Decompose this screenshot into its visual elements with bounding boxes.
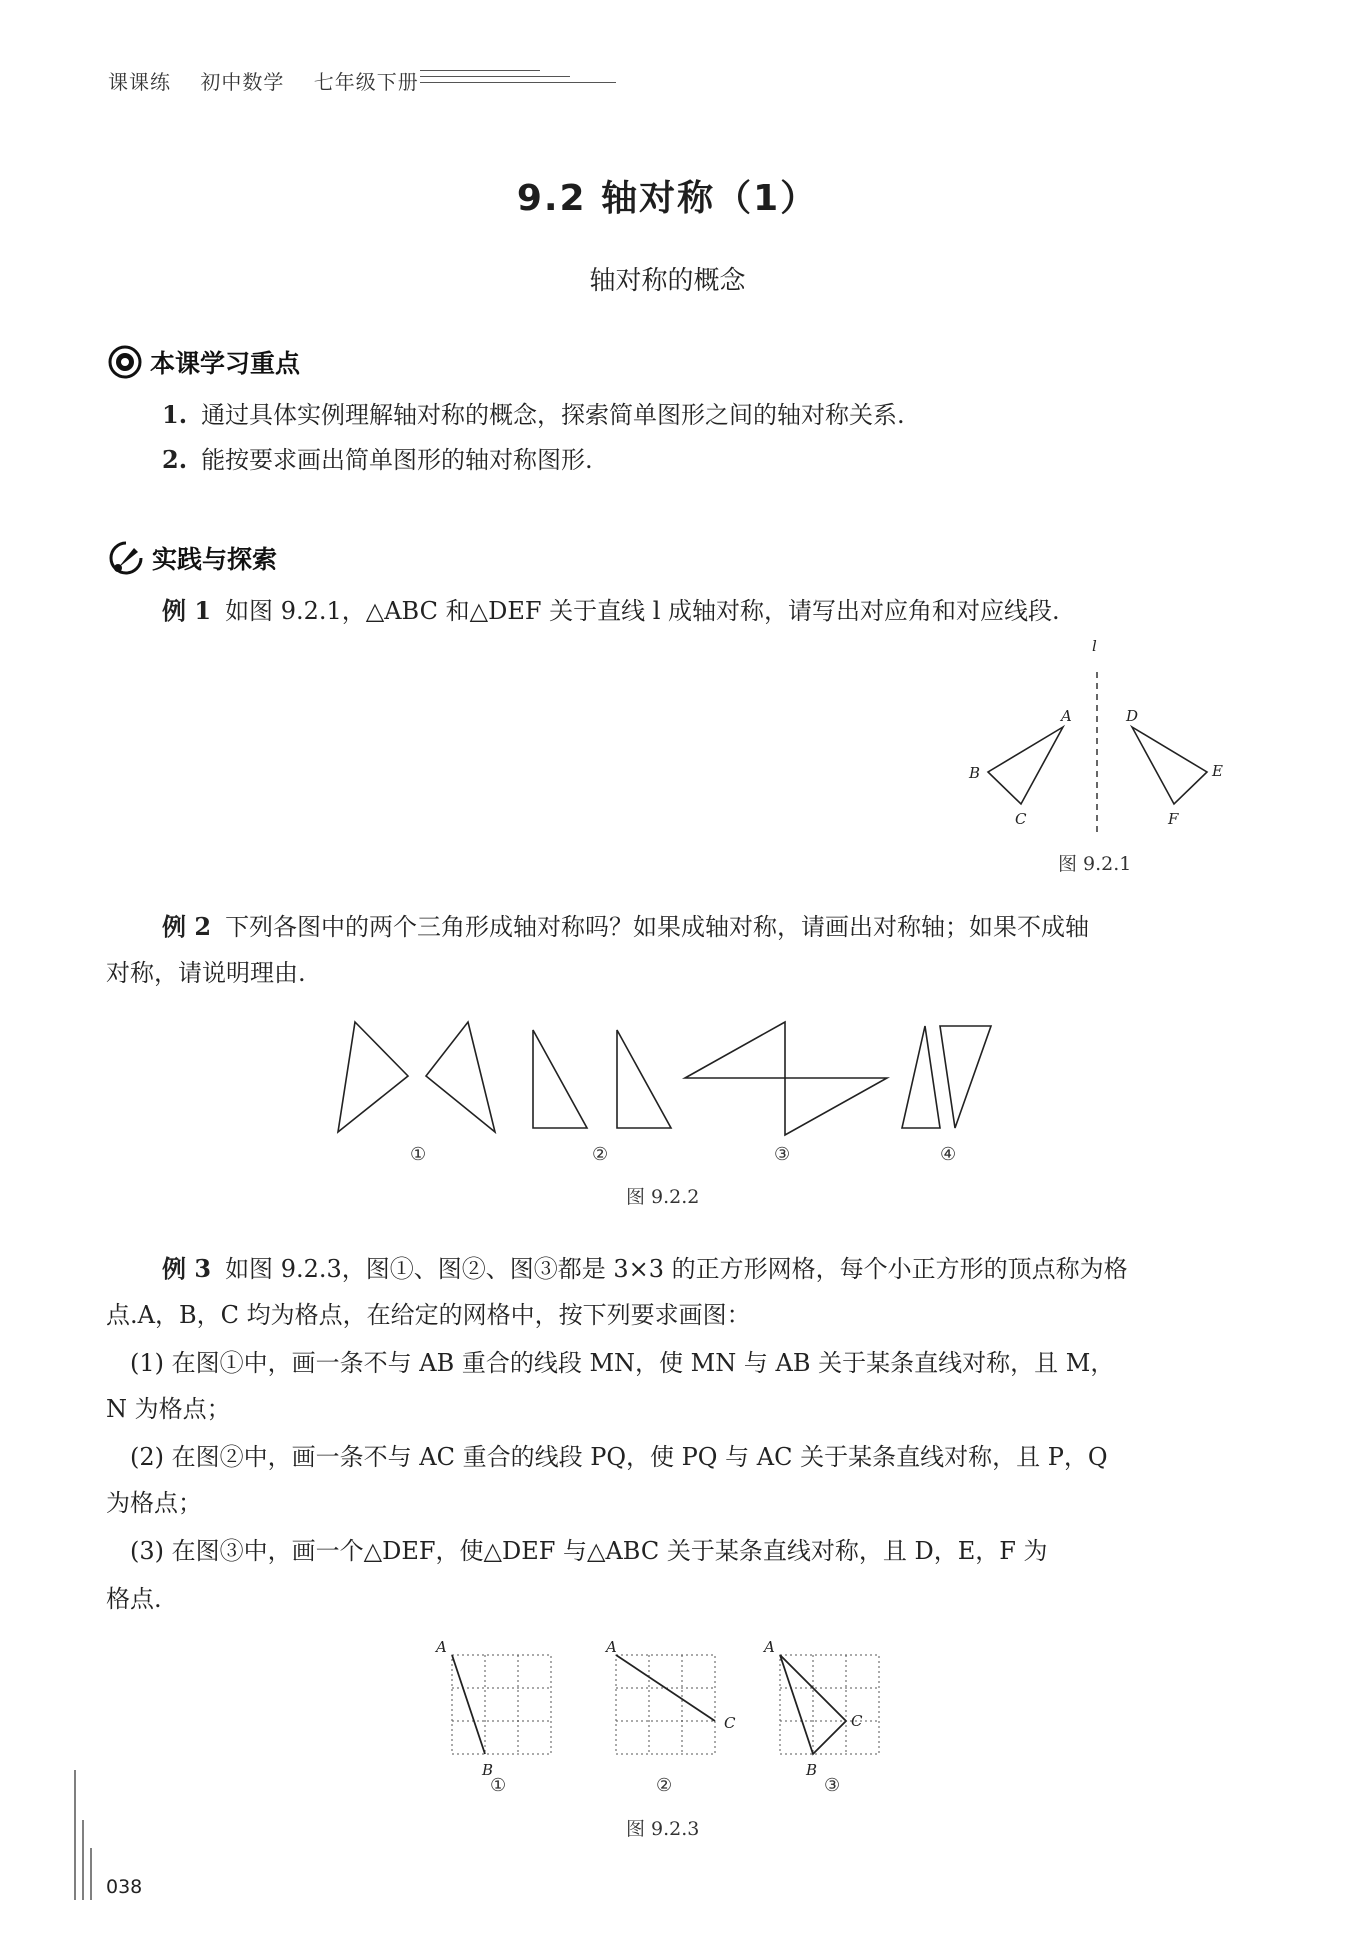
label-d: D — [1126, 707, 1139, 725]
grid2-label-a: A — [606, 1638, 617, 1656]
example3-q3-line2: 格点. — [106, 1585, 162, 1613]
section-title: 9.2 轴对称（1） — [516, 178, 819, 219]
grid-2 — [604, 1638, 736, 1754]
example2-line2: 对称，请说明理由. — [106, 959, 306, 987]
fig3-label-2: ② — [656, 1775, 673, 1796]
example3-line1: 例 3 如图 9.2.3，图①、图②、图③都是 3×3 的正方形网格，每个小正方形的顶点称为格 — [162, 1254, 1128, 1283]
grid1-label-b: B — [482, 1761, 494, 1779]
pair1-left-triangle — [338, 1022, 408, 1132]
practice-heading — [108, 540, 277, 576]
fig3-label-3: ③ — [824, 1775, 841, 1796]
fig2-label-3: ③ — [774, 1144, 791, 1165]
pair3-upper-triangle — [685, 1022, 785, 1078]
grid2-label-c: C — [724, 1714, 736, 1732]
focus-heading-text: 本课学习重点 — [150, 349, 301, 378]
focus-item-1: 1. 通过具体实例理解轴对称的概念，探索简单图形之间的轴对称关系. — [162, 400, 905, 429]
figure-9-2-3 — [420, 1630, 920, 1790]
fig2-label-4: ④ — [940, 1144, 957, 1165]
triangle-abc-grid — [780, 1655, 846, 1754]
figure-9-2-2 — [320, 1010, 1010, 1140]
triangle-abc — [988, 727, 1063, 804]
grid-1 — [434, 1638, 551, 1779]
example3-line2: 点.A，B，C 均为格点，在给定的网格中，按下列要求画图： — [106, 1301, 751, 1329]
example2-line1: 例 2 下列各图中的两个三角形成轴对称吗？如果成轴对称，请画出对称轴；如果不成轴 — [162, 912, 1090, 941]
header-rule — [420, 70, 616, 88]
label-a: A — [1061, 707, 1072, 725]
fig2-label-1: ① — [410, 1144, 427, 1165]
focus-heading — [108, 344, 300, 380]
practice-heading-text: 实践与探索 — [152, 545, 278, 574]
header-subject: 初中数学 — [200, 70, 285, 94]
fig3-label-1: ① — [490, 1775, 507, 1796]
pair1-right-triangle — [426, 1022, 495, 1132]
caption-9-2-1: 图 9.2.1 — [1058, 853, 1132, 875]
pair3-lower-triangle — [785, 1078, 887, 1135]
pair2-left-triangle — [533, 1030, 587, 1128]
target-icon — [108, 345, 142, 379]
triangle-def — [1132, 727, 1207, 804]
section-subtitle: 轴对称的概念 — [589, 266, 746, 296]
grid-3 — [762, 1638, 879, 1779]
label-e: E — [1212, 762, 1223, 780]
segment-ac — [616, 1655, 715, 1721]
grid3-label-a: A — [764, 1638, 775, 1656]
example1-text: 例 1 如图 9.2.1，△ABC 和△DEF 关于直线 l 成轴对称，请写出对应角和对应线段. — [162, 596, 1060, 625]
margin-bars — [72, 1770, 96, 1900]
example3-q1-line2: N 为格点； — [106, 1395, 231, 1423]
compass-pen-icon — [108, 540, 144, 576]
pair4-right-triangle — [940, 1026, 991, 1128]
example3-q2-line1: (2) 在图②中，画一条不与 AC 重合的线段 PQ，使 PQ 与 AC 关于某条直线对称，且 P，Q — [130, 1443, 1108, 1471]
grid3-label-b: B — [806, 1761, 818, 1779]
label-b: B — [969, 764, 981, 782]
header-grade: 七年级下册 — [313, 70, 419, 94]
fig2-label-2: ② — [592, 1144, 609, 1165]
label-l: l — [1092, 637, 1097, 655]
grid1-label-a: A — [436, 1638, 447, 1656]
label-c: C — [1015, 810, 1027, 828]
example3-q2-line2: 为格点； — [106, 1489, 202, 1517]
page-number: 038 — [106, 1876, 143, 1898]
header-book: 课课练 — [108, 70, 171, 94]
figure-9-2-1 — [960, 630, 1230, 860]
focus-item-2: 2. 能按要求画出简单图形的轴对称图形. — [162, 445, 593, 474]
pair4-left-triangle — [902, 1026, 940, 1128]
example3-q1-line1: (1) 在图①中，画一条不与 AB 重合的线段 MN，使 MN 与 AB 关于某条直线对称，且 M， — [130, 1349, 1115, 1377]
pair2-right-triangle — [617, 1030, 671, 1128]
segment-ab — [452, 1655, 485, 1754]
caption-9-2-2: 图 9.2.2 — [626, 1186, 700, 1208]
grid3-label-c: C — [851, 1712, 863, 1730]
example3-q3-line1: (3) 在图③中，画一个△DEF，使△DEF 与△ABC 关于某条直线对称，且 D，E，F 为 — [130, 1537, 1048, 1565]
label-f: F — [1168, 810, 1179, 828]
running-header — [108, 66, 441, 95]
caption-9-2-3: 图 9.2.3 — [626, 1818, 700, 1840]
